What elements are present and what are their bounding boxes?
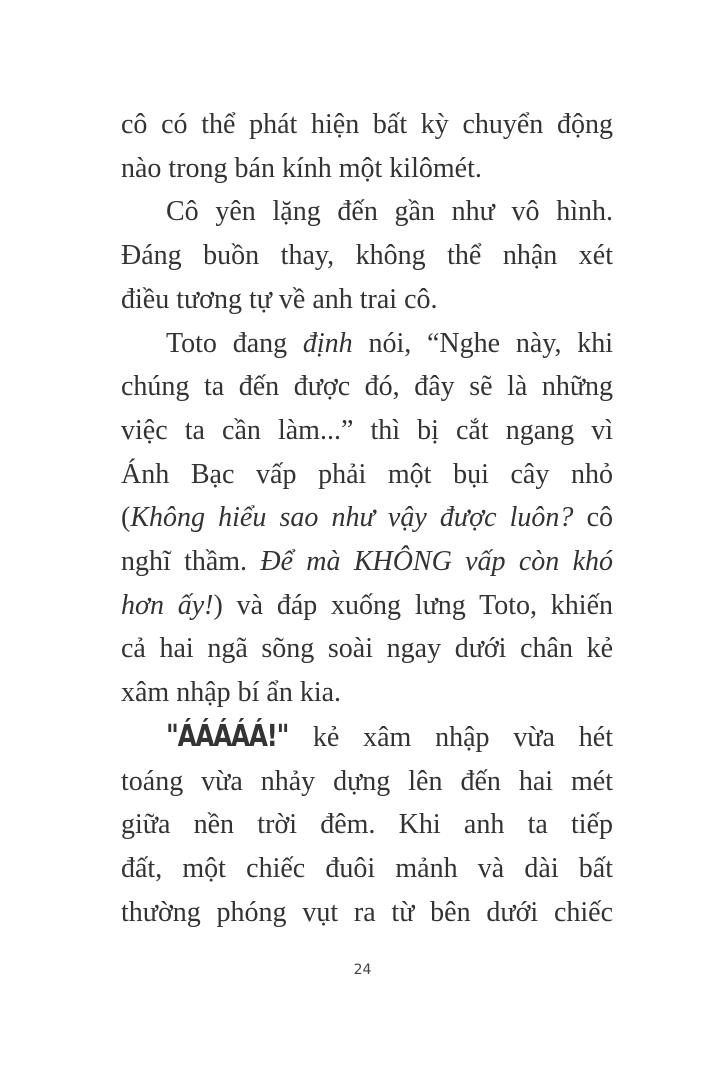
italic-text: hơn ấy! xyxy=(121,589,214,621)
text-run: Đáng buồn thay, không thể nhận xét xyxy=(121,240,613,272)
text-run: Cô yên lặng đến gần như vô hình. xyxy=(166,196,613,228)
text-line xyxy=(121,803,613,847)
text-run: điều tương tự về anh trai cô. xyxy=(121,283,438,315)
page-number: 24 xyxy=(353,962,372,978)
text-line xyxy=(121,715,613,760)
text-run: Ánh Bạc vấp phải một bụi cây nhỏ xyxy=(121,458,613,490)
text-line xyxy=(121,322,613,366)
text-run: kẻ xâm nhập vừa hét xyxy=(289,721,613,753)
paragraph xyxy=(121,103,613,190)
text-run: cô xyxy=(573,502,613,534)
paragraph xyxy=(121,322,613,715)
text-line xyxy=(121,584,613,628)
text-line xyxy=(121,409,613,453)
text-line xyxy=(121,147,613,191)
text-line xyxy=(121,891,613,935)
italic-text: Để mà KHÔNG vấp còn khó xyxy=(260,546,613,578)
text-run: việc ta cần làm...” thì bị cắt ngang vì xyxy=(121,414,613,446)
text-line xyxy=(121,453,613,497)
text-line xyxy=(121,103,613,147)
text-line xyxy=(121,234,613,278)
text-run: nào trong bán kính một kilômét. xyxy=(121,152,482,184)
text-line xyxy=(121,496,613,540)
text-run: giữa nền trời đêm. Khi anh ta tiếp xyxy=(121,809,613,841)
paragraph xyxy=(121,190,613,321)
paragraph xyxy=(121,715,613,935)
text-line xyxy=(121,760,613,804)
text-run: toáng vừa nhảy dựng lên đến hai mét xyxy=(121,765,613,797)
text-run: ( xyxy=(121,502,131,534)
text-run: nói, “Nghe này, khi xyxy=(352,327,614,359)
italic-text: định xyxy=(302,327,353,359)
text-line xyxy=(121,278,613,322)
italic-text: Không hiểu sao như vậy được luôn? xyxy=(130,502,574,534)
text-line xyxy=(121,540,613,584)
text-run: cô có thể phát hiện bất kỳ chuyển động xyxy=(121,109,613,140)
text-line xyxy=(121,671,613,715)
text-run: Toto đang xyxy=(166,327,303,359)
text-line xyxy=(121,627,613,671)
text-run: nghĩ thầm. xyxy=(121,546,261,578)
text-run: ) và đáp xuống lưng Toto, khiến xyxy=(213,589,614,621)
text-line xyxy=(121,847,613,891)
book-page-body xyxy=(121,103,613,934)
text-line xyxy=(121,365,613,409)
text-run: thường phóng vụt ra từ bên dưới chiếc xyxy=(121,896,613,928)
text-line xyxy=(121,190,613,234)
text-run: xâm nhập bí ẩn kia. xyxy=(121,677,342,709)
text-run: cả hai ngã sõng soài ngay dưới chân kẻ xyxy=(121,633,613,665)
text-run: đất, một chiếc đuôi mảnh và dài bất xyxy=(121,852,613,884)
text-run: chúng ta đến được đó, đây sẽ là những xyxy=(121,371,613,403)
shout-text: "ÁÁÁÁÁ!" xyxy=(166,718,289,754)
